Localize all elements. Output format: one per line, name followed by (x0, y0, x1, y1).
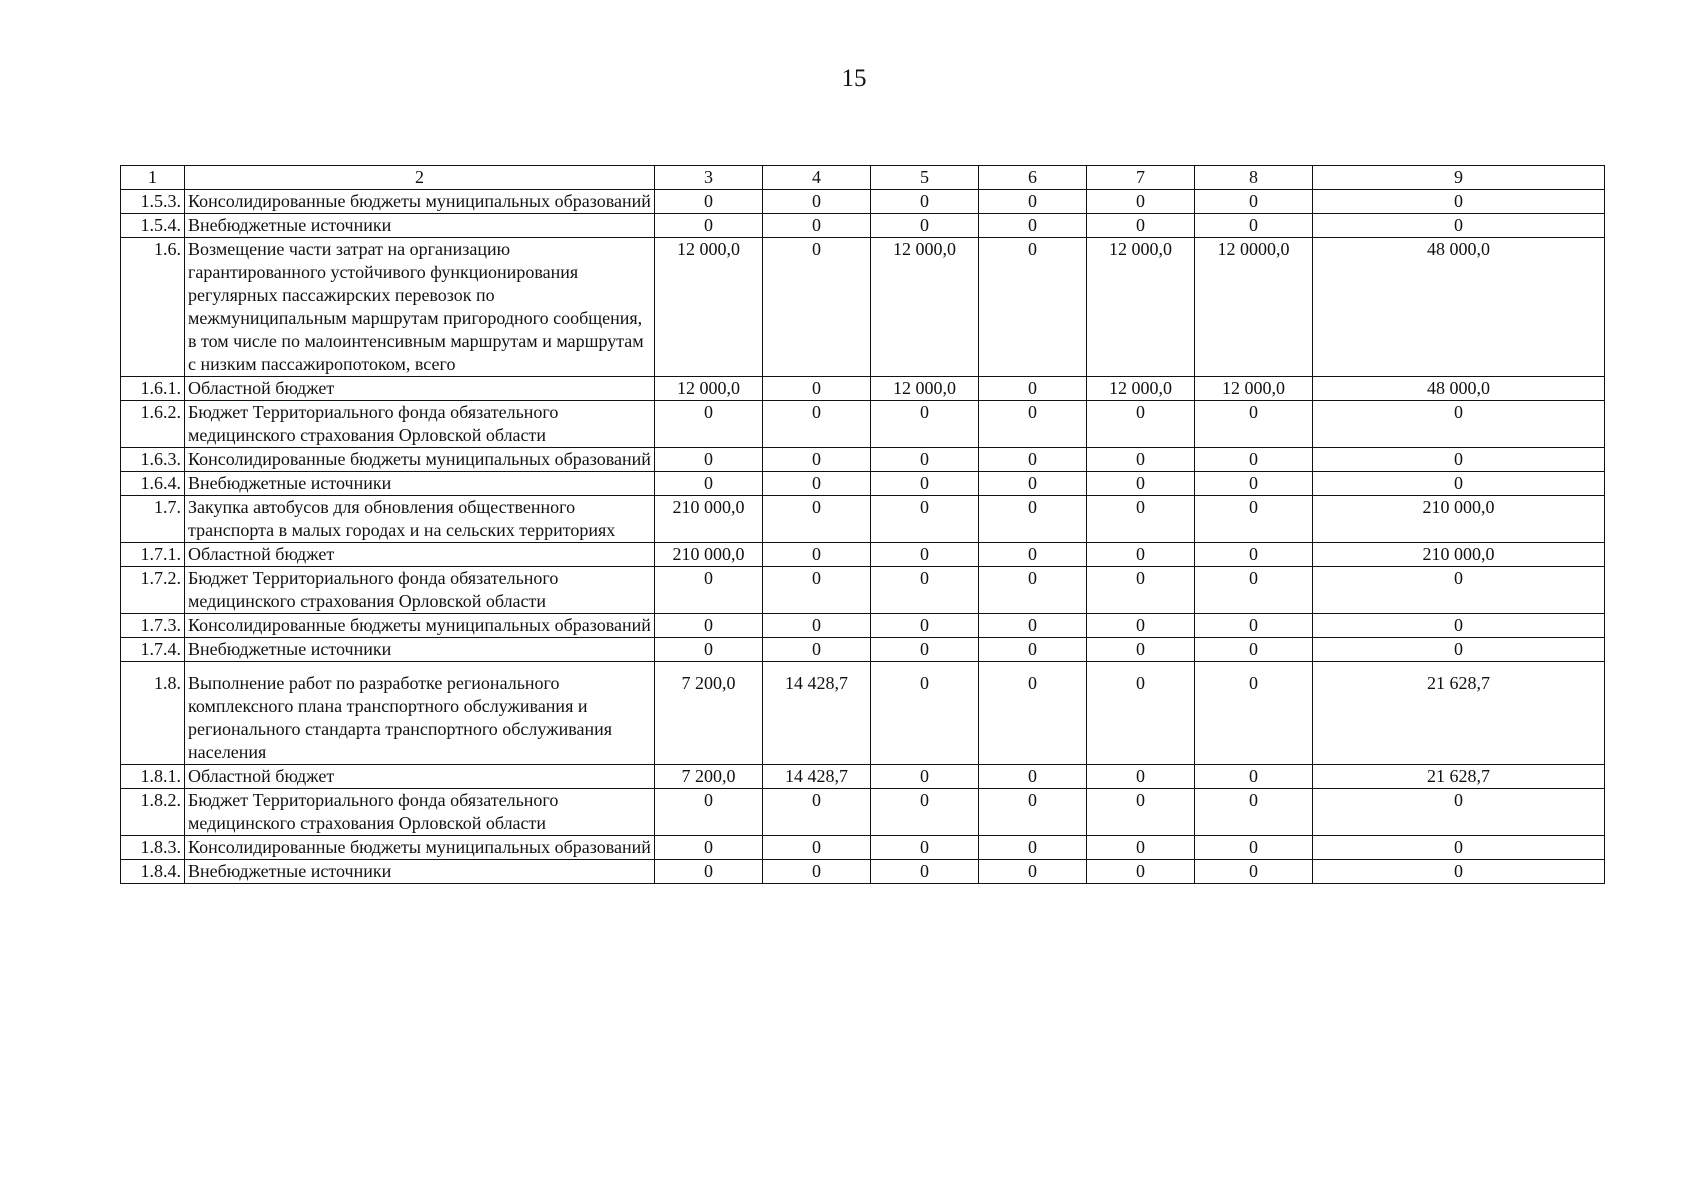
row-value: 0 (655, 836, 763, 860)
row-code: 1.7.4. (121, 638, 185, 662)
row-name: Консолидированные бюджеты муниципальных образований (185, 448, 655, 472)
row-value: 0 (763, 789, 871, 836)
row-value: 0 (979, 836, 1087, 860)
row-value: 0 (1195, 543, 1313, 567)
column-number: 1 (121, 166, 185, 190)
row-value: 12 000,0 (1195, 377, 1313, 401)
row-value: 0 (763, 567, 871, 614)
row-value: 0 (1087, 860, 1195, 884)
row-code: 1.6.2. (121, 401, 185, 448)
row-value: 0 (871, 662, 979, 765)
row-value: 14 428,7 (763, 662, 871, 765)
table-row (121, 765, 1605, 789)
table-row (121, 496, 1605, 543)
row-name: Выполнение работ по разработке регионального комплексного плана транспортного обслуживания и регионального стандарта транспортного обслуживания населения (185, 662, 655, 765)
row-value: 0 (1195, 401, 1313, 448)
row-value: 0 (763, 614, 871, 638)
row-value: 12 000,0 (655, 238, 763, 377)
row-value: 0 (1195, 496, 1313, 543)
row-value: 0 (1195, 614, 1313, 638)
row-value: 7 200,0 (655, 765, 763, 789)
row-value: 0 (1087, 543, 1195, 567)
row-name: Возмещение части затрат на организацию гарантированного устойчивого функционирования регулярных пассажирских перевозок по межмуниципальным маршрутам пригородного сообщения, в том числе по малоинтенсивным маршрутам и маршрутам с низким пассажиропотоком, всего (185, 238, 655, 377)
row-code: 1.8. (121, 662, 185, 765)
column-number-row (121, 166, 1605, 190)
row-value: 0 (871, 448, 979, 472)
row-value: 0 (1195, 662, 1313, 765)
table-body (121, 190, 1605, 884)
row-value: 0 (871, 472, 979, 496)
row-value: 0 (1195, 860, 1313, 884)
row-value: 0 (871, 765, 979, 789)
row-name: Областной бюджет (185, 543, 655, 567)
column-number: 8 (1195, 166, 1313, 190)
row-value: 0 (1087, 190, 1195, 214)
table-row (121, 214, 1605, 238)
row-value: 0 (1195, 448, 1313, 472)
row-value: 0 (763, 238, 871, 377)
row-value: 0 (979, 238, 1087, 377)
row-value: 0 (1313, 567, 1605, 614)
row-value: 0 (979, 472, 1087, 496)
row-value: 0 (871, 401, 979, 448)
row-name: Закупка автобусов для обновления общественного транспорта в малых городах и на сельских территориях (185, 496, 655, 543)
row-value: 0 (1087, 765, 1195, 789)
row-value: 0 (1195, 789, 1313, 836)
table-row (121, 238, 1605, 377)
column-number: 4 (763, 166, 871, 190)
row-value: 0 (655, 567, 763, 614)
row-value: 0 (979, 190, 1087, 214)
row-value: 0 (1313, 190, 1605, 214)
row-value: 0 (871, 789, 979, 836)
column-number: 6 (979, 166, 1087, 190)
row-value: 0 (979, 662, 1087, 765)
row-value: 0 (655, 638, 763, 662)
row-value: 0 (871, 860, 979, 884)
row-value: 0 (1087, 836, 1195, 860)
row-value: 0 (1195, 567, 1313, 614)
row-value: 0 (1313, 448, 1605, 472)
row-name: Внебюджетные источники (185, 860, 655, 884)
row-value: 210 000,0 (655, 496, 763, 543)
row-value: 0 (1087, 472, 1195, 496)
table-row (121, 860, 1605, 884)
row-value: 210 000,0 (1313, 543, 1605, 567)
row-value: 0 (1087, 448, 1195, 472)
row-value: 0 (655, 789, 763, 836)
row-value: 0 (655, 614, 763, 638)
row-value: 0 (763, 836, 871, 860)
row-value: 0 (1087, 496, 1195, 543)
row-value: 48 000,0 (1313, 377, 1605, 401)
column-number: 7 (1087, 166, 1195, 190)
row-value: 0 (1087, 401, 1195, 448)
row-value: 12 0000,0 (1195, 238, 1313, 377)
row-value: 0 (1313, 214, 1605, 238)
table-row (121, 377, 1605, 401)
table-row (121, 190, 1605, 214)
row-value: 0 (655, 401, 763, 448)
row-value: 0 (1087, 662, 1195, 765)
row-value: 0 (979, 401, 1087, 448)
row-value: 12 000,0 (1087, 238, 1195, 377)
table-row (121, 662, 1605, 765)
row-value: 0 (871, 214, 979, 238)
row-name: Внебюджетные источники (185, 472, 655, 496)
row-value: 0 (979, 860, 1087, 884)
row-value: 0 (1313, 638, 1605, 662)
table-row (121, 448, 1605, 472)
row-value: 0 (1313, 614, 1605, 638)
row-value: 0 (763, 448, 871, 472)
row-value: 21 628,7 (1313, 662, 1605, 765)
table-row (121, 789, 1605, 836)
column-number: 3 (655, 166, 763, 190)
table-row (121, 401, 1605, 448)
row-name: Внебюджетные источники (185, 214, 655, 238)
row-name: Областной бюджет (185, 377, 655, 401)
row-value: 0 (979, 638, 1087, 662)
row-value: 0 (655, 448, 763, 472)
row-code: 1.7.1. (121, 543, 185, 567)
row-value: 12 000,0 (871, 238, 979, 377)
row-value: 0 (763, 214, 871, 238)
row-value: 0 (979, 448, 1087, 472)
row-value: 0 (1313, 472, 1605, 496)
row-value: 0 (763, 496, 871, 543)
row-code: 1.6. (121, 238, 185, 377)
row-code: 1.5.3. (121, 190, 185, 214)
column-number: 2 (185, 166, 655, 190)
row-value: 0 (1087, 567, 1195, 614)
row-code: 1.6.1. (121, 377, 185, 401)
row-value: 14 428,7 (763, 765, 871, 789)
row-value: 0 (979, 377, 1087, 401)
row-code: 1.7. (121, 496, 185, 543)
row-value: 7 200,0 (655, 662, 763, 765)
row-code: 1.5.4. (121, 214, 185, 238)
row-value: 0 (1195, 190, 1313, 214)
row-value: 48 000,0 (1313, 238, 1605, 377)
row-value: 0 (1087, 614, 1195, 638)
row-value: 0 (1195, 214, 1313, 238)
column-number: 5 (871, 166, 979, 190)
row-value: 0 (763, 377, 871, 401)
row-value: 0 (1313, 860, 1605, 884)
row-value: 0 (1087, 638, 1195, 662)
row-value: 0 (655, 214, 763, 238)
row-value: 0 (1087, 789, 1195, 836)
row-value: 0 (1313, 789, 1605, 836)
row-value: 0 (1313, 836, 1605, 860)
row-value: 0 (871, 543, 979, 567)
table-row (121, 836, 1605, 860)
column-number: 9 (1313, 166, 1605, 190)
row-value: 0 (871, 496, 979, 543)
row-value: 0 (763, 401, 871, 448)
row-name: Консолидированные бюджеты муниципальных образований (185, 614, 655, 638)
budget-table (120, 165, 1605, 884)
row-value: 0 (871, 567, 979, 614)
row-value: 0 (655, 860, 763, 884)
row-value: 0 (979, 543, 1087, 567)
row-code: 1.7.3. (121, 614, 185, 638)
table-row (121, 543, 1605, 567)
row-value: 0 (1195, 638, 1313, 662)
row-code: 1.8.2. (121, 789, 185, 836)
row-value: 0 (1195, 836, 1313, 860)
row-name: Бюджет Территориального фонда обязательного медицинского страхования Орловской области (185, 789, 655, 836)
row-value: 21 628,7 (1313, 765, 1605, 789)
row-value: 0 (871, 638, 979, 662)
row-value: 0 (763, 543, 871, 567)
row-name: Областной бюджет (185, 765, 655, 789)
row-code: 1.6.4. (121, 472, 185, 496)
row-value: 12 000,0 (1087, 377, 1195, 401)
row-code: 1.8.1. (121, 765, 185, 789)
row-value: 0 (655, 190, 763, 214)
row-value: 0 (979, 614, 1087, 638)
table-row (121, 614, 1605, 638)
row-value: 0 (1195, 765, 1313, 789)
row-name: Внебюджетные источники (185, 638, 655, 662)
row-value: 0 (1087, 214, 1195, 238)
row-code: 1.8.3. (121, 836, 185, 860)
row-value: 12 000,0 (655, 377, 763, 401)
row-value: 0 (979, 567, 1087, 614)
row-value: 12 000,0 (871, 377, 979, 401)
row-value: 0 (763, 860, 871, 884)
row-name: Консолидированные бюджеты муниципальных образований (185, 190, 655, 214)
row-code: 1.7.2. (121, 567, 185, 614)
row-value: 210 000,0 (1313, 496, 1605, 543)
row-name: Бюджет Территориального фонда обязательного медицинского страхования Орловской области (185, 401, 655, 448)
row-value: 0 (655, 472, 763, 496)
table-row (121, 472, 1605, 496)
row-value: 210 000,0 (655, 543, 763, 567)
row-value: 0 (979, 214, 1087, 238)
row-value: 0 (979, 496, 1087, 543)
row-value: 0 (871, 190, 979, 214)
row-name: Бюджет Территориального фонда обязательного медицинского страхования Орловской области (185, 567, 655, 614)
row-name: Консолидированные бюджеты муниципальных образований (185, 836, 655, 860)
row-value: 0 (979, 789, 1087, 836)
table-row (121, 567, 1605, 614)
row-value: 0 (763, 472, 871, 496)
row-value: 0 (763, 638, 871, 662)
row-code: 1.8.4. (121, 860, 185, 884)
row-value: 0 (763, 190, 871, 214)
row-value: 0 (979, 765, 1087, 789)
row-code: 1.6.3. (121, 448, 185, 472)
page-number: 15 (841, 65, 867, 92)
row-value: 0 (871, 836, 979, 860)
row-value: 0 (1195, 472, 1313, 496)
row-value: 0 (871, 614, 979, 638)
table-row (121, 638, 1605, 662)
row-value: 0 (1313, 401, 1605, 448)
